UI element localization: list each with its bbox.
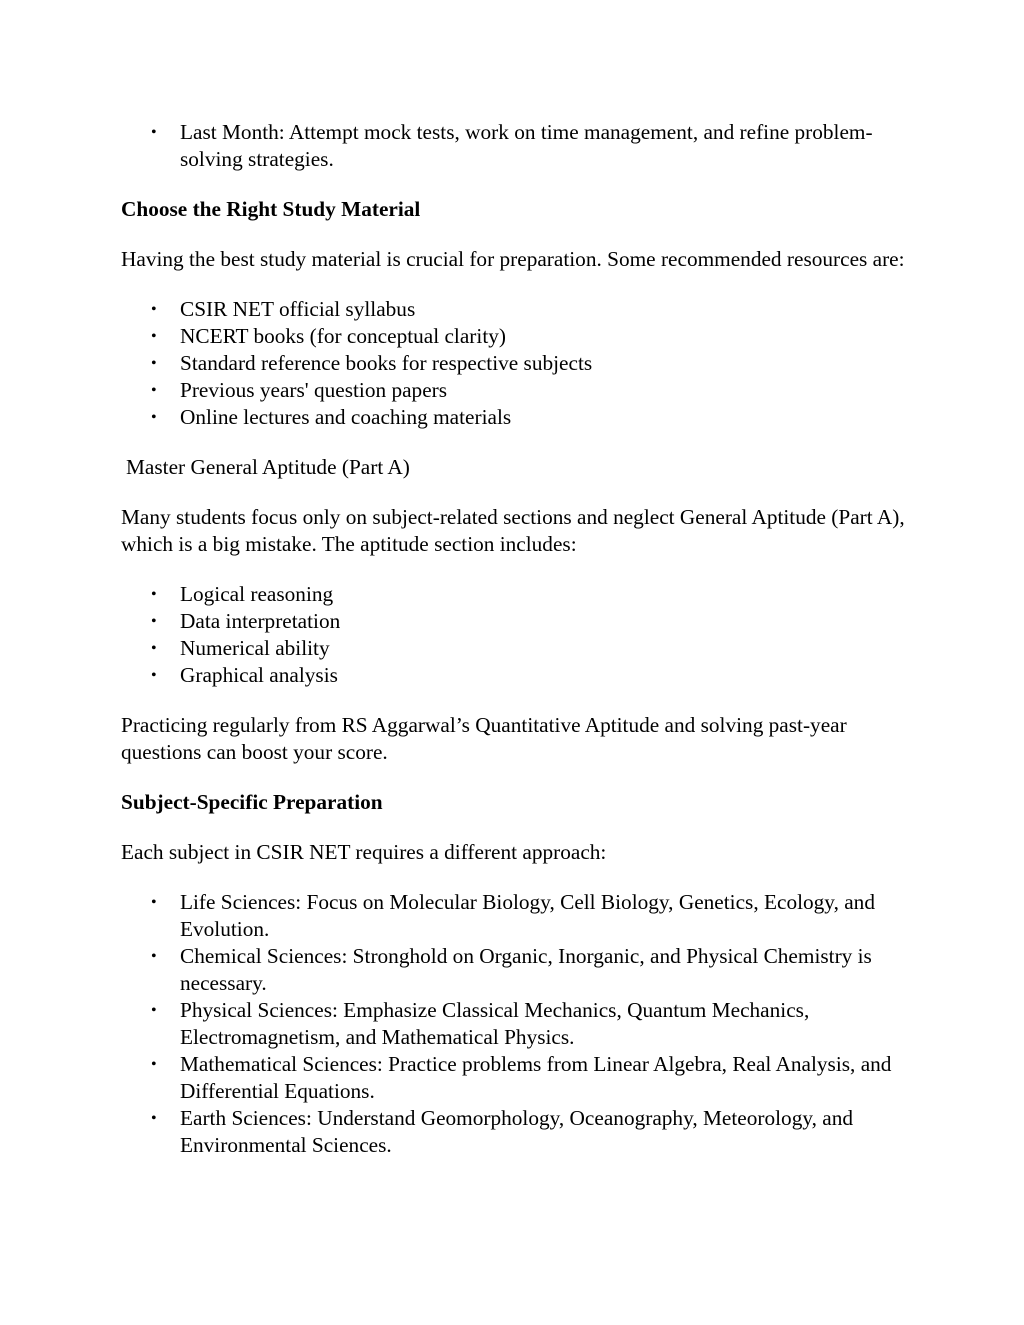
list-item: • Life Sciences: Focus on Molecular Biology, Cell Biology, Genetics, Ecology, and Evolution.	[121, 889, 911, 943]
list-item: • Previous years' question papers	[121, 377, 911, 404]
intro-list	[121, 119, 911, 173]
section-heading-subject-specific: Subject-Specific Preparation	[121, 790, 383, 814]
list-item: • Chemical Sciences: Stronghold on Organic, Inorganic, and Physical Chemistry is necessary.	[121, 943, 911, 997]
list-item: • Earth Sciences: Understand Geomorphology, Oceanography, Meteorology, and Environmental Sciences.	[121, 1105, 911, 1159]
section-heading-study-material: Choose the Right Study Material	[121, 197, 421, 221]
list-item: • Mathematical Sciences: Practice problems from Linear Algebra, Real Analysis, and Differential Equations.	[121, 1051, 911, 1105]
list-item: • Last Month: Attempt mock tests, work on time management, and refine problem-solving strategies.	[121, 119, 911, 173]
list-item: • CSIR NET official syllabus	[121, 296, 911, 323]
list-item: • Physical Sciences: Emphasize Classical Mechanics, Quantum Mechanics, Electromagnetism, and Mathematical Physics.	[121, 997, 911, 1051]
list-item: • Online lectures and coaching materials	[121, 404, 911, 431]
subject-specific-paragraph: Each subject in CSIR NET requires a different approach:	[121, 840, 607, 864]
list-item: • Graphical analysis	[121, 662, 911, 689]
list-item: • Standard reference books for respective subjects	[121, 350, 911, 377]
general-aptitude-paragraph: Many students focus only on subject-related sections and neglect General Aptitude (Part A), which is a big mistake. The aptitude section includes:	[121, 505, 905, 556]
aptitude-list	[121, 581, 911, 689]
study-material-list	[121, 296, 911, 431]
list-item: • Numerical ability	[121, 635, 911, 662]
aptitude-closing-paragraph: Practicing regularly from RS Aggarwal’s Quantitative Aptitude and solving past-year questions can boost your score.	[121, 713, 847, 764]
list-item: • Logical reasoning	[121, 581, 911, 608]
list-item: • NCERT books (for conceptual clarity)	[121, 323, 911, 350]
document-page	[121, 119, 911, 1159]
subject-list	[121, 889, 911, 1159]
list-item: • Data interpretation	[121, 608, 911, 635]
section-heading-general-aptitude: Master General Aptitude (Part A)	[126, 455, 410, 479]
study-material-paragraph: Having the best study material is crucial for preparation. Some recommended resources are:	[121, 247, 905, 271]
